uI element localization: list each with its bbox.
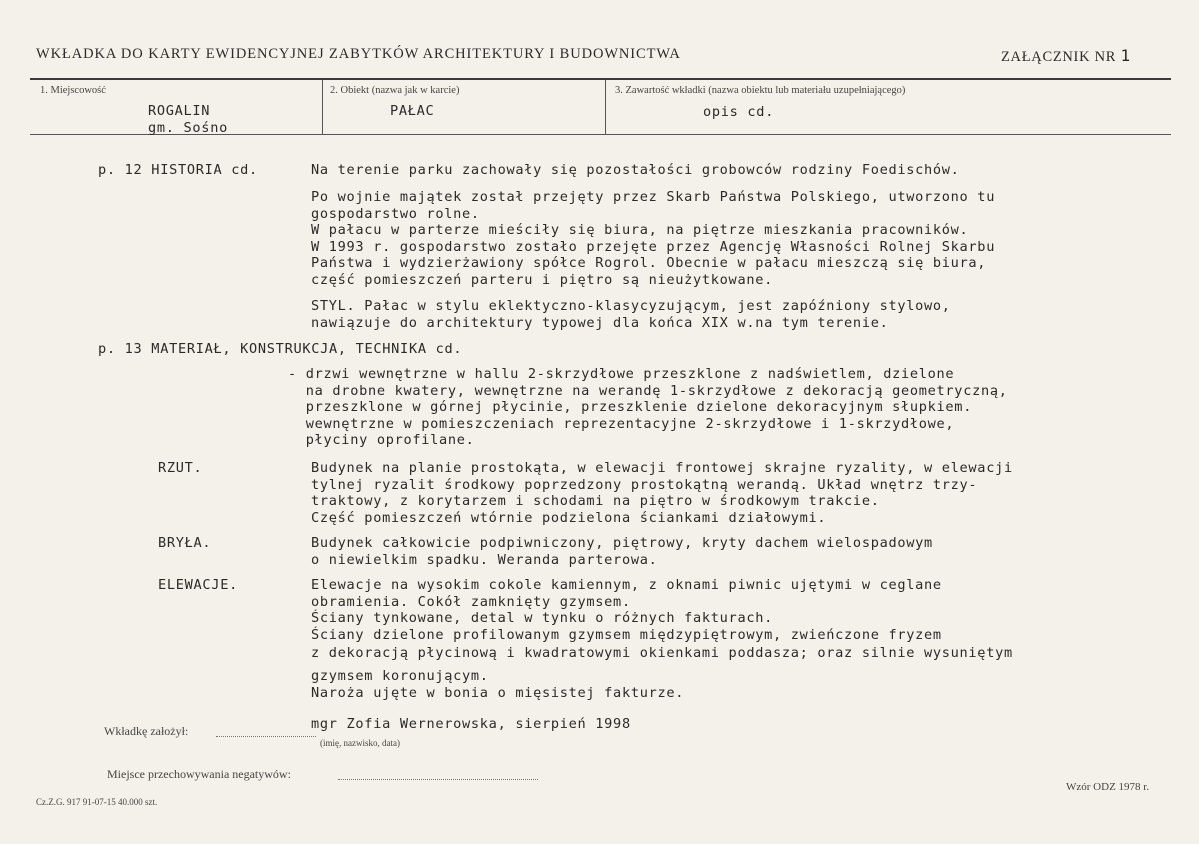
material-line: wewnętrzne w pomieszczeniach reprezentacyjne 2-skrzydłowe i 1-skrzydłowe,: [288, 415, 955, 432]
historia-p2-line: Po wojnie majątek został przejęty przez Skarb Państwa Polskiego, utworzono tu: [311, 189, 996, 205]
rzut-label: RZUT.: [158, 460, 203, 476]
object-label: 2. Obiekt (nazwa jak w karcie): [330, 85, 460, 96]
historia-p2-line: Państwa i wydzierżawiony spółce Rogrol. Obecnie w pałacu mieszczą się biura,: [311, 255, 987, 272]
bryla-line: Budynek całkowicie podpiwniczony, piętrowy, kryty dachem wielospadowym: [311, 535, 933, 551]
material-line: - drzwi wewnętrzne w hallu 2-skrzydłowe przeszklone z nadświetlem, dzielone: [288, 366, 955, 382]
styl-line: nawiązuje do architektury typowej dla końca XIX w.na tym terenie.: [311, 314, 889, 331]
material-line: na drobne kwatery, wewnętrzne na werandę 1-skrzydłowe z dekoracją geometryczną,: [288, 382, 1008, 399]
negatives-label: Miejsce przechowywania negatywów:: [107, 767, 291, 781]
historia-p2-line: W 1993 r. gospodarstwo zostało przejęte przez Agencję Własności Rolnej Skarbu: [311, 238, 996, 255]
author-dotted-line: [216, 735, 316, 737]
annex-number: 1: [1120, 46, 1131, 65]
historia-paragraph-1: Na terenie parku zachowały się pozostałości grobowców rodziny Foedischów.: [311, 162, 960, 178]
elewacje-line: obramienia. Cokół zamknięty gzymsem.: [311, 593, 631, 610]
rzut-line: Budynek na planie prostokąta, w elewacji frontowej skrajne ryzality, w elewacji: [311, 460, 1013, 476]
object-value: PAŁAC: [390, 103, 435, 119]
bryla-label: BRYŁA.: [158, 535, 212, 551]
material-heading: p. 13 MATERIAŁ, KONSTRUKCJA, TECHNIKA cd.: [98, 341, 463, 357]
elewacje-line: Elewacje na wysokim cokole kamiennym, z oknami piwnic ujętymi w ceglane: [311, 577, 942, 593]
elewacje-line: Naroża ujęte w bonia o mięsistej fakturze.: [311, 684, 685, 701]
locality-value-line-2: gm. Sośno: [148, 120, 228, 136]
elewacje-line: gzymsem koronującym.: [311, 668, 489, 684]
print-info: Cz.Z.G. 917 91-07-15 40.000 szt.: [36, 797, 158, 807]
form-title: WKŁADKA DO KARTY EWIDENCYJNEJ ZABYTKÓW ARCHITEKTURY I BUDOWNICTWA: [36, 46, 681, 62]
locality-label: 1. Miejscowość: [40, 85, 106, 96]
rzut-line: Część pomieszczeń wtórnie podzielona ściankami działowymi.: [311, 509, 827, 526]
elewacje-line: Ściany tynkowane, detal w tynku o różnych fakturach.: [311, 610, 773, 627]
content-label: 3. Zawartość wkładki (nazwa obiektu lub materiału uzupełniającego): [615, 85, 906, 96]
author-hint: (imię, nazwisko, data): [320, 738, 400, 748]
bryla-line: o niewielkim spadku. Weranda parterowa.: [311, 551, 658, 568]
author-label: Wkładkę założył:: [104, 724, 189, 738]
locality-value-line-1: ROGALIN: [148, 103, 211, 119]
rzut-line: traktowy, z korytarzem i schodami na piętro w środkowym trakcie.: [311, 493, 880, 510]
author-value: mgr Zofia Wernerowska, sierpień 1998: [311, 716, 631, 732]
historia-p2-line: część pomieszczeń parteru i piętro są nieużytkowane.: [311, 272, 773, 288]
historia-p2-line: W pałacu w parterze mieściły się biura, na piętrze mieszkania pracowników.: [311, 222, 969, 239]
rzut-line: tylnej ryzalit środkowy poprzedzony prostokątną werandą. Układ wnętrz trzy-: [311, 476, 978, 493]
historia-p2-line: gospodarstwo rolne.: [311, 205, 480, 222]
styl-line: STYL. Pałac w stylu eklektyczno-klasycyzującym, jest zapóźniony stylowo,: [311, 298, 951, 314]
historia-heading: p. 12 HISTORIA cd.: [98, 162, 258, 178]
material-line: przeszklone w górnej płycinie, przeszklenie dzielone dekoracyjnym słupkiem.: [288, 399, 973, 416]
elewacje-line: Ściany dzielone profilowanym gzymsem międzypiętrowym, zwieńczone fryzem: [311, 626, 942, 643]
content-value: opis cd.: [703, 104, 775, 120]
material-line: płyciny oprofilane.: [288, 432, 475, 449]
form-model: Wzór ODZ 1978 r.: [1066, 781, 1150, 793]
negatives-dotted-line: [338, 778, 538, 780]
annex-label-text: ZAŁĄCZNIK NR: [1001, 49, 1117, 65]
elewacje-label: ELEWACJE.: [158, 577, 238, 593]
elewacje-line: z dekoracją płycinową i kwadratowymi okienkami poddasza; oraz silnie wysuniętym: [311, 645, 1013, 661]
